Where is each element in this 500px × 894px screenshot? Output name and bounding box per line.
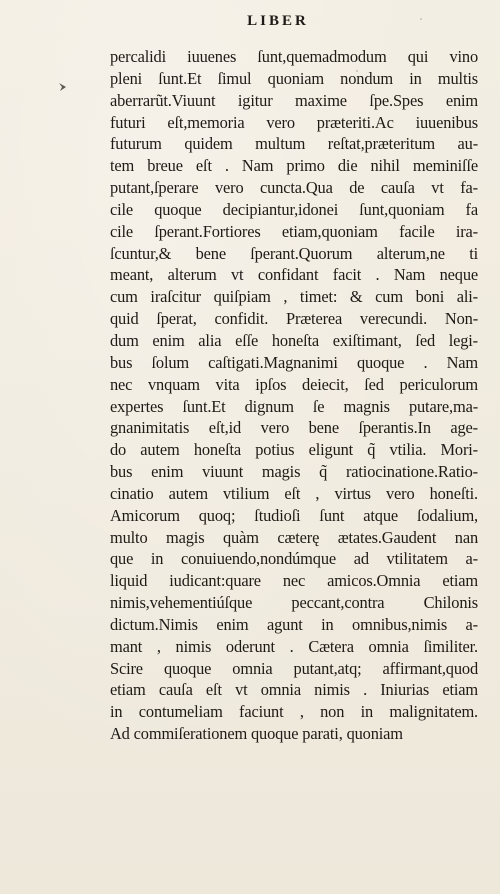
text-line: quid ſperat, confidit. Præterea verecundi. Non-: [110, 309, 478, 329]
text-line: bus enim viuunt magis q̃ ratiocinatione.Ratio-: [110, 462, 478, 482]
text-line: nec vnquam vita ipſos deiecit, ſed periculorum: [110, 374, 478, 394]
text-line: dictum.Nimis enim agunt in omnibus,nimis a-: [110, 614, 478, 634]
text-line: que in conuiuendo,nondúmque ad vtilitatem a-: [110, 549, 478, 569]
text-line: meant, alterum vt confidant facit . Nam neque: [110, 265, 478, 285]
text-line: bus ſolum caſtigati.Magnanimi quoque . Nam: [110, 352, 478, 372]
text-line: cile quoque decipiantur,idonei ſunt,quoniam fa: [110, 199, 478, 219]
text-line: futuri eſt,memoria vero præteriti.Ac iuuenibus: [110, 112, 478, 132]
paper-speck: [420, 18, 422, 20]
margin-mark-icon: [58, 82, 68, 92]
text-line: pleni ſunt.Et ſimul quoniam nondum in multis: [110, 68, 478, 88]
text-line: Scire quoque omnia putant,atq; affirmant,quod: [110, 658, 478, 678]
text-line: cinatio autem vtilium eſt , virtus vero honeſti.: [110, 483, 478, 503]
text-line: Ad commiſerationem quoque parati, quoniam: [110, 724, 403, 744]
text-line: aberrarũt.Viuunt igitur maxime ſpe.Spes enim: [110, 90, 478, 110]
text-line: in contumeliam faciunt , non in malignitatem.: [110, 702, 478, 722]
text-line: tem breue eſt . Nam primo die nihil meminiſſe: [110, 156, 478, 176]
text-line: nimis,vehementiúſque peccant,contra Chilonis: [110, 593, 478, 613]
text-line: ſcuntur,& bene ſperant.Quorum alterum,ne ti: [110, 243, 478, 263]
text-line: gnanimitatis eſt,id vero bene ſperantis.In age-: [110, 418, 478, 438]
text-line: percalidi iuuenes ſunt,quemadmodum qui vino: [110, 47, 478, 66]
text-line: etiam cauſa eſt vt omnia nimis . Iniurias etiam: [110, 680, 478, 700]
running-head-text: LIBER: [247, 13, 309, 29]
running-head: [0, 13, 500, 30]
text-line: do autem honeſta potius eligunt q̃ vtilia. Mori-: [110, 440, 478, 460]
text-line: multo magis quàm cæterę ætates.Gaudent nan: [110, 527, 478, 547]
text-line: Amicorum quoq; ſtudioſi ſunt atque ſodalium,: [110, 505, 478, 525]
text-line: cum iraſcitur quiſpiam , timet: & cum boni ali-: [110, 287, 478, 307]
text-line: liquid iudicant:quare nec amicos.Omnia etiam: [110, 571, 478, 591]
text-line: putant,ſperare vero cuncta.Qua de cauſa vt fa-: [110, 178, 478, 198]
text-line: expertes ſunt.Et dignum ſe magnis putare,ma-: [110, 396, 478, 416]
body-text: [110, 46, 478, 745]
text-line: cile ſperant.Fortiores etiam,quoniam facile ira-: [110, 221, 478, 241]
text-line: futurum quidem multum reſtat,præteritum au-: [110, 134, 478, 154]
text-line: mant , nimis oderunt . Cætera omnia ſimiliter.: [110, 636, 478, 656]
text-line: dum enim alia eſſe honeſta exiſtimant, ſed legi-: [110, 330, 478, 350]
